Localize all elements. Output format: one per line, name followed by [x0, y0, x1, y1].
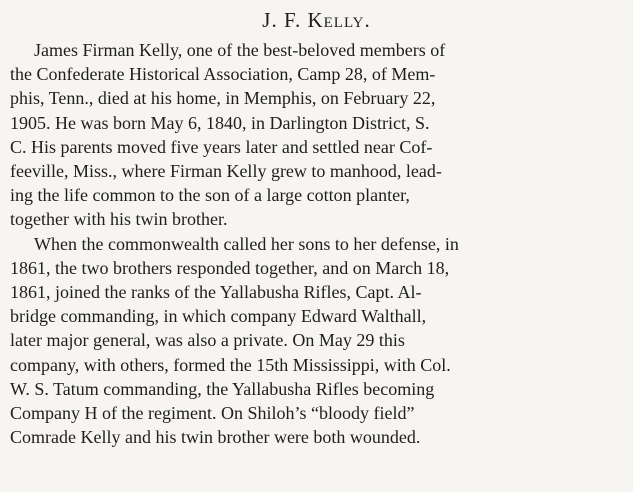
article-title: [10, 6, 623, 34]
text-line: feeville, Miss., where Firman Kelly grew to manhood, lead-: [10, 161, 442, 182]
text-line: 1861, the two brothers responded together, and on March 18,: [10, 257, 450, 278]
text-line: later major general, was also a private. On May 29 this: [10, 330, 405, 351]
text-line: phis, Tenn., died at his home, in Memphis, on February 22,: [10, 88, 436, 109]
text-line: company, with others, formed the 15th Mississippi, with Col.: [10, 354, 451, 375]
text-line: Company H of the regiment. On Shiloh’s “bloody field”: [10, 403, 415, 424]
paragraph-1: [10, 38, 623, 232]
text-line: together with his twin brother.: [10, 209, 228, 230]
text-line: the Confederate Historical Association, Camp 28, of Mem-: [10, 64, 436, 85]
text-line: James Firman Kelly, one of the best-beloved members of: [34, 40, 446, 60]
text-line: bridge commanding, in which company Edward Walthall,: [10, 306, 427, 327]
text-line: ing the life common to the son of a large cotton planter,: [10, 185, 410, 206]
text-line: W. S. Tatum commanding, the Yallabusha Rifles becoming: [10, 378, 435, 399]
text-line: 1905. He was born May 6, 1840, in Darlington District, S.: [10, 112, 430, 133]
text-line: C. His parents moved five years later and settled near Cof-: [10, 136, 433, 157]
text-line: Comrade Kelly and his twin brother were both wounded.: [10, 427, 421, 448]
article-title-text: J. F. Kelly.: [262, 8, 371, 32]
text-line: 1861, joined the ranks of the Yallabusha Rifles, Capt. Al-: [10, 282, 422, 303]
text-line: When the commonwealth called her sons to her defense, in: [34, 233, 459, 254]
paragraph-2: [10, 232, 623, 450]
